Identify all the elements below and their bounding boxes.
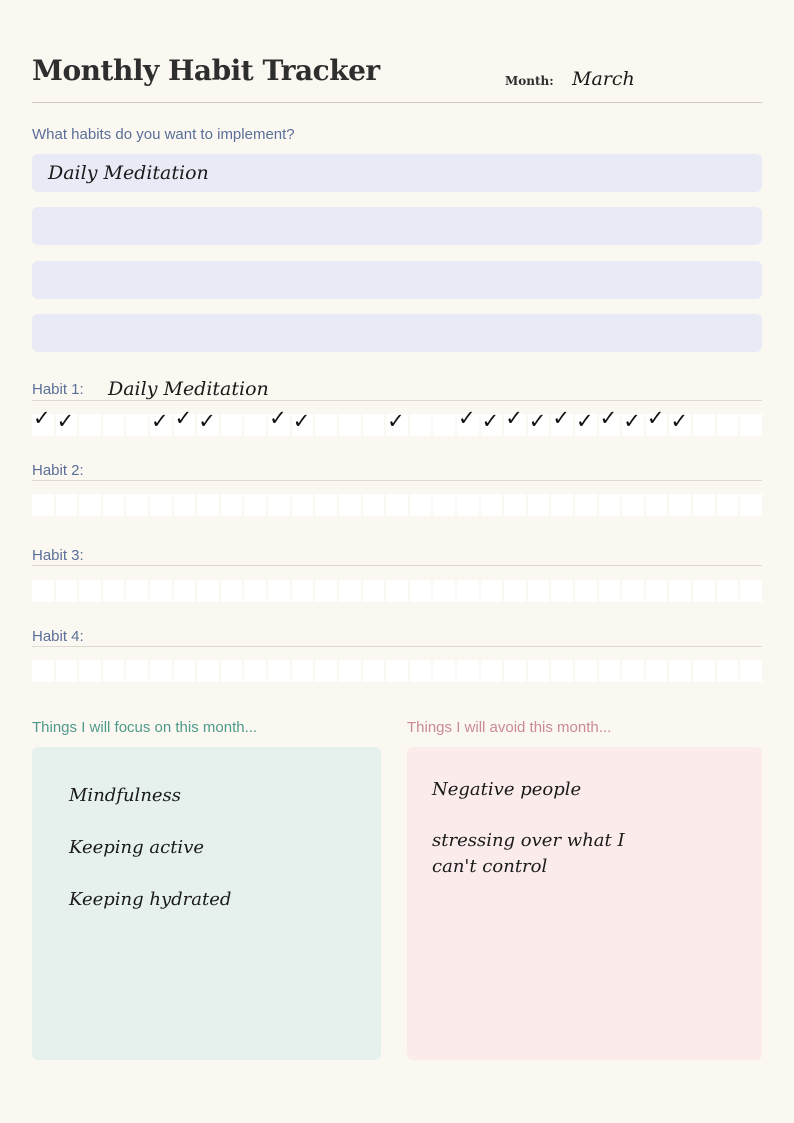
day-cell-17[interactable] xyxy=(410,660,432,682)
day-cell-14[interactable] xyxy=(339,660,361,682)
day-cell-30[interactable] xyxy=(717,580,739,602)
day-cell-18[interactable] xyxy=(433,580,455,602)
day-cell-13[interactable] xyxy=(315,494,337,516)
day-cell-20[interactable] xyxy=(481,580,503,602)
day-cell-12[interactable] xyxy=(292,580,314,602)
day-cell-11[interactable] xyxy=(268,494,290,516)
day-cell-3[interactable] xyxy=(79,494,101,516)
day-cell-31[interactable] xyxy=(740,660,762,682)
checkmark-icon: ✓ xyxy=(599,406,618,430)
day-cell-29[interactable] xyxy=(693,660,715,682)
day-cell-24[interactable] xyxy=(575,494,597,516)
day-cell-20[interactable] xyxy=(481,409,503,436)
day-cell-16[interactable] xyxy=(386,660,408,682)
day-cell-27[interactable] xyxy=(646,580,668,602)
day-cell-27[interactable] xyxy=(646,660,668,682)
day-cell-26[interactable] xyxy=(622,580,644,602)
day-cell-13[interactable] xyxy=(315,660,337,682)
day-cell-20[interactable] xyxy=(481,660,503,682)
day-cell-18[interactable] xyxy=(433,660,455,682)
day-cell-23[interactable] xyxy=(551,406,573,436)
day-cell-9[interactable] xyxy=(221,494,243,516)
day-cell-7[interactable] xyxy=(174,660,196,682)
day-cell-15[interactable] xyxy=(363,414,385,436)
avoid-item: Negative people xyxy=(432,779,582,800)
day-cell-31[interactable] xyxy=(740,580,762,602)
day-cell-5[interactable] xyxy=(126,580,148,602)
day-cell-9[interactable] xyxy=(221,414,243,436)
checkmark-icon: ✓ xyxy=(623,409,641,433)
day-cell-2[interactable] xyxy=(56,494,78,516)
day-cell-16[interactable] xyxy=(386,409,408,436)
habit-entry-text: Daily Meditation xyxy=(48,162,209,184)
checkmark-icon: ✓ xyxy=(481,409,500,433)
day-cell-25[interactable] xyxy=(599,580,621,602)
header-divider xyxy=(32,102,762,103)
day-cell-7[interactable] xyxy=(174,406,196,436)
habits-question: What habits do you want to implement? xyxy=(32,126,295,143)
day-cell-6[interactable] xyxy=(150,580,172,602)
day-cell-9[interactable] xyxy=(221,580,243,602)
day-cell-5[interactable] xyxy=(126,660,148,682)
habit-3-divider xyxy=(32,565,762,566)
day-cell-30[interactable] xyxy=(717,414,739,436)
day-cell-10[interactable] xyxy=(244,414,266,436)
day-cell-1[interactable] xyxy=(32,660,54,682)
day-cell-17[interactable] xyxy=(410,580,432,602)
habit-1-label: Habit 1: xyxy=(32,381,84,398)
avoid-heading: Things I will avoid this month... xyxy=(407,719,612,736)
day-cell-22[interactable] xyxy=(528,580,550,602)
checkmark-icon: ✓ xyxy=(292,409,311,433)
day-cell-28[interactable] xyxy=(669,580,691,602)
day-cell-13[interactable] xyxy=(315,580,337,602)
day-cell-8[interactable] xyxy=(197,580,219,602)
day-cell-26[interactable] xyxy=(622,409,644,436)
day-cell-6[interactable] xyxy=(150,494,172,516)
day-cell-25[interactable] xyxy=(599,660,621,682)
day-cell-14[interactable] xyxy=(339,494,361,516)
day-cell-16[interactable] xyxy=(386,580,408,602)
day-cell-10[interactable] xyxy=(244,580,266,602)
focus-item: Keeping active xyxy=(69,837,205,858)
day-cell-15[interactable] xyxy=(363,660,385,682)
avoid-item: stressing over what I xyxy=(432,830,625,851)
checkmark-icon: ✓ xyxy=(528,409,547,433)
focus-panel[interactable] xyxy=(32,747,381,1060)
day-cell-24[interactable] xyxy=(575,580,597,602)
day-cell-17[interactable] xyxy=(410,494,432,516)
day-cell-12[interactable] xyxy=(292,494,314,516)
habit-3-day-grid xyxy=(32,580,762,602)
day-cell-13[interactable] xyxy=(315,414,337,436)
checkmark-icon: ✓ xyxy=(552,406,571,430)
habit-3-label: Habit 3: xyxy=(32,547,84,564)
day-cell-3[interactable] xyxy=(79,414,101,436)
day-cell-19[interactable] xyxy=(457,406,479,436)
day-cell-5[interactable] xyxy=(126,414,148,436)
day-cell-8[interactable] xyxy=(197,494,219,516)
page-title: Monthly Habit Tracker xyxy=(32,54,380,87)
day-cell-10[interactable] xyxy=(244,660,266,682)
checkmark-icon: ✓ xyxy=(174,406,193,430)
day-cell-4[interactable] xyxy=(103,580,125,602)
checkmark-icon: ✓ xyxy=(387,409,405,433)
day-cell-8[interactable] xyxy=(197,660,219,682)
habit-1-day-grid xyxy=(32,406,762,436)
checkmark-icon: ✓ xyxy=(457,406,476,430)
day-cell-4[interactable] xyxy=(103,660,125,682)
checkmark-icon: ✓ xyxy=(576,409,594,433)
day-cell-7[interactable] xyxy=(174,580,196,602)
day-cell-28[interactable] xyxy=(669,409,691,436)
day-cell-3[interactable] xyxy=(79,660,101,682)
day-cell-1[interactable] xyxy=(32,494,54,516)
habit-entry-box-3[interactable] xyxy=(32,261,762,299)
checkmark-icon: ✓ xyxy=(151,409,169,433)
day-cell-24[interactable] xyxy=(575,409,597,436)
day-cell-31[interactable] xyxy=(740,414,762,436)
day-cell-19[interactable] xyxy=(457,494,479,516)
day-cell-2[interactable] xyxy=(56,580,78,602)
day-cell-14[interactable] xyxy=(339,414,361,436)
day-cell-25[interactable] xyxy=(599,406,621,436)
checkmark-icon: ✓ xyxy=(269,406,287,430)
habit-2-day-grid xyxy=(32,494,762,516)
day-cell-22[interactable] xyxy=(528,660,550,682)
day-cell-2[interactable] xyxy=(56,409,78,436)
day-cell-8[interactable] xyxy=(197,409,219,436)
checkmark-icon: ✓ xyxy=(33,406,51,430)
day-cell-17[interactable] xyxy=(410,414,432,436)
checkmark-icon: ✓ xyxy=(198,409,216,433)
day-cell-23[interactable] xyxy=(551,660,573,682)
month-value[interactable]: March xyxy=(572,68,635,90)
habit-2-divider xyxy=(32,480,762,481)
day-cell-31[interactable] xyxy=(740,494,762,516)
day-cell-15[interactable] xyxy=(363,580,385,602)
day-cell-29[interactable] xyxy=(693,580,715,602)
focus-heading: Things I will focus on this month... xyxy=(32,719,258,736)
day-cell-25[interactable] xyxy=(599,494,621,516)
habit-4-label: Habit 4: xyxy=(32,628,84,645)
day-cell-30[interactable] xyxy=(717,660,739,682)
day-cell-19[interactable] xyxy=(457,660,479,682)
habit-entry-box-4[interactable] xyxy=(32,314,762,352)
day-cell-21[interactable] xyxy=(504,494,526,516)
day-cell-14[interactable] xyxy=(339,580,361,602)
day-cell-1[interactable] xyxy=(32,580,54,602)
day-cell-16[interactable] xyxy=(386,494,408,516)
checkmark-icon: ✓ xyxy=(56,409,75,433)
day-cell-26[interactable] xyxy=(622,660,644,682)
day-cell-22[interactable] xyxy=(528,494,550,516)
habit-1-name[interactable]: Daily Meditation xyxy=(108,378,269,400)
habit-4-day-grid xyxy=(32,660,762,682)
day-cell-4[interactable] xyxy=(103,414,125,436)
habit-2-label: Habit 2: xyxy=(32,462,84,479)
day-cell-21[interactable] xyxy=(504,406,526,436)
day-cell-11[interactable] xyxy=(268,406,290,436)
day-cell-27[interactable] xyxy=(646,406,668,436)
avoid-panel[interactable] xyxy=(407,747,762,1060)
habit-entry-box-1[interactable] xyxy=(32,154,762,192)
day-cell-6[interactable] xyxy=(150,409,172,436)
habit-1-divider xyxy=(32,400,762,401)
focus-item: Keeping hydrated xyxy=(69,889,232,910)
day-cell-12[interactable] xyxy=(292,409,314,436)
day-cell-5[interactable] xyxy=(126,494,148,516)
month-label: Month: xyxy=(505,74,554,88)
focus-item: Mindfulness xyxy=(69,785,182,806)
day-cell-29[interactable] xyxy=(693,494,715,516)
day-cell-28[interactable] xyxy=(669,660,691,682)
day-cell-28[interactable] xyxy=(669,494,691,516)
checkmark-icon: ✓ xyxy=(505,406,523,430)
day-cell-2[interactable] xyxy=(56,660,78,682)
day-cell-12[interactable] xyxy=(292,660,314,682)
day-cell-9[interactable] xyxy=(221,660,243,682)
day-cell-20[interactable] xyxy=(481,494,503,516)
day-cell-18[interactable] xyxy=(433,414,455,436)
day-cell-29[interactable] xyxy=(693,414,715,436)
checkmark-icon: ✓ xyxy=(670,409,689,433)
day-cell-7[interactable] xyxy=(174,494,196,516)
day-cell-11[interactable] xyxy=(268,660,290,682)
day-cell-24[interactable] xyxy=(575,660,597,682)
day-cell-21[interactable] xyxy=(504,660,526,682)
day-cell-4[interactable] xyxy=(103,494,125,516)
day-cell-11[interactable] xyxy=(268,580,290,602)
day-cell-23[interactable] xyxy=(551,580,573,602)
day-cell-22[interactable] xyxy=(528,409,550,436)
day-cell-30[interactable] xyxy=(717,494,739,516)
day-cell-27[interactable] xyxy=(646,494,668,516)
day-cell-18[interactable] xyxy=(433,494,455,516)
day-cell-6[interactable] xyxy=(150,660,172,682)
day-cell-26[interactable] xyxy=(622,494,644,516)
checkmark-icon: ✓ xyxy=(646,406,665,430)
day-cell-3[interactable] xyxy=(79,580,101,602)
avoid-item: can't control xyxy=(432,856,548,877)
day-cell-19[interactable] xyxy=(457,580,479,602)
habit-entry-box-2[interactable] xyxy=(32,207,762,245)
day-cell-21[interactable] xyxy=(504,580,526,602)
day-cell-1[interactable] xyxy=(32,406,54,436)
day-cell-15[interactable] xyxy=(363,494,385,516)
day-cell-23[interactable] xyxy=(551,494,573,516)
day-cell-10[interactable] xyxy=(244,494,266,516)
habit-4-divider xyxy=(32,646,762,647)
